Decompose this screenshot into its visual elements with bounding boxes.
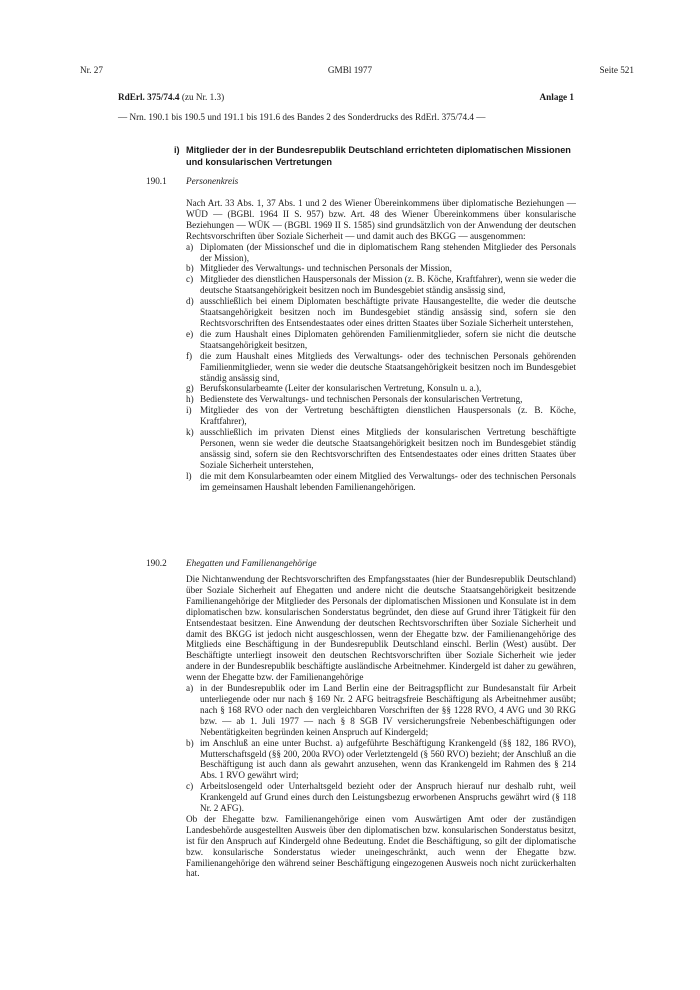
list-item-marker: d) [186, 296, 194, 307]
list-item [186, 351, 576, 384]
issue-number: Nr. 27 [80, 65, 103, 75]
list-item-text: Berufskonsularbeamte (Leiter der konsularischen Vertretung, Konsuln u. a.), [200, 383, 482, 394]
list-item-text: Mitglieder des Verwaltungs- und technischen Personals der Mission, [200, 263, 452, 274]
list-item-text: Diplomaten (der Missionschef und die in diplomatischem Rang stehenden Mitglieder des Personals der Mission), [200, 241, 576, 263]
item-list [186, 683, 576, 814]
list-item-text: Mitglieder des dienstlichen Hauspersonals der Mission (z. B. Köche, Kraftfahrer), wenn sie weder die deutsche Staatsangehörigkeit besitzen noch im Bundesgebiet ständig ansässig sind, [200, 274, 576, 296]
list-item [186, 329, 576, 351]
list-item-text: Arbeitslosengeld oder Unterhaltsgeld bezieht oder der Anspruch hierauf nur deshalb ruht, weil Krankengeld auf Grund eines durch den Leistungsbezug erworbenen Anspruchs gewährt wird (§ 118 Nr. 2 AFG). [200, 781, 576, 814]
list-item-marker: c) [186, 274, 194, 285]
decree-reference: RdErl. 375/74.4 [118, 92, 180, 102]
section-body [186, 574, 576, 879]
list-item-text: die mit dem Konsularbeamten oder einem Mitglied des Verwaltungs- oder des technischen Personals im gemeinsamen Haushalt lebenden Familienangehörigen. [200, 470, 576, 492]
list-item-marker: b) [186, 263, 194, 274]
list-item-text: Mitglieder des von der Vertretung beschäftigten dienstlichen Hauspersonals (z. B. Köche, Kraftfahrer), [200, 405, 576, 427]
list-item-marker: g) [186, 383, 194, 394]
list-item [186, 738, 576, 782]
attachment-label: Anlage 1 [539, 92, 574, 102]
list-item-marker: a) [186, 241, 194, 252]
list-item-text: ausschließlich im privaten Dienst eines Mitglieds der konsularischen Vertretung beschäftigte Personen, wenn sie weder die deutsche Staatsangehörigkeit besitzen noch im Bundesgebiet ständig ansässig sind, sofern sie den Rechtsvorschriften des Entsendestaates oder eines dritten Staates über Soziale Sicherheit unterstehen, [200, 427, 576, 470]
section-label: i) [174, 145, 180, 155]
reference-line [118, 91, 574, 103]
closing-paragraph: Ob der Ehegatte bzw. Familienangehörige einen vom Auswärtigen Amt oder der zuständigen Landesbehörde ausgestellten Ausweis über den diplomatischen bzw. konsularischen Sonderstatus besitzt, ist für den Anspruch auf Kindergeld ohne Bedeutung. Endet die Beschäftigung, so gilt der diplomatische bzw. konsularische Sonderstatus wieder uneingeschränkt, auch wenn der Ehegatte bzw. Familienangehörige den während seiner Beschäftigung eingezogenen Ausweis noch nicht zurückerhalten hat. [186, 813, 576, 879]
list-item-marker: a) [186, 683, 194, 694]
list-item-text: ausschließlich bei einem Diplomaten beschäftigte private Hausangestellte, die weder die deutsche Staatsangehörigkeit besitzen noch im Bundesgebiet ständig ansässig sind, sofern sie den Rechtsvorschriften des Entsendestaates oder eines dritten Staates über Soziale Sicherheit unterstehen, [200, 296, 576, 328]
section-heading [174, 145, 576, 168]
list-item-text: Bedienstete des Verwaltungs- und technischen Personals der konsularischen Vertretung, [200, 394, 523, 405]
list-item [186, 683, 576, 738]
gazette-title: GMBl 1977 [327, 65, 373, 75]
section-number: 190.1 [146, 176, 167, 186]
list-item-marker: c) [186, 781, 194, 792]
list-item [186, 427, 576, 471]
list-item [186, 781, 576, 814]
list-item-marker: e) [186, 328, 194, 339]
intro-paragraph: Nach Art. 33 Abs. 1, 37 Abs. 1 und 2 des Wiener Übereinkommens über diplomatische Beziehungen — WÜD — (BGBl. 1964 II S. 957) bzw. Art. 48 des Wiener Übereinkommens über konsularische Beziehungen — WÜK — (BGBl. 1969 II S. 1585) sind grundsätzlich von der Anwendung der deutschen Rechtsvorschriften über Soziale Sicherheit — und damit auch des BKGG — ausgenommen: [186, 198, 576, 241]
list-item-marker: k) [186, 427, 194, 438]
list-item-text: im Anschluß an eine unter Buchst. a) aufgeführte Beschäftigung Krankengeld (§§ 182, 186 RVO), Mutterschaftsgeld (§§ 200, 200a RVO) oder Verletztengeld (§ 560 RVO) bezieht; der Anschluß an die Beschäftigung ist auch dann als gewahrt anzusehen, wenn das Krankengeld im Rahmen des § 214 Abs. 1 RVO gewährt wird; [200, 737, 576, 781]
list-item [186, 471, 576, 493]
list-item-marker: h) [186, 394, 194, 405]
list-item [186, 263, 576, 274]
list-item-marker: i) [186, 405, 192, 416]
page-number: Seite 521 [599, 65, 634, 75]
list-item [186, 296, 576, 329]
list-item-marker: l) [186, 470, 192, 481]
list-item [186, 274, 576, 296]
list-item [186, 383, 576, 394]
numbers-line: — Nrn. 190.1 bis 190.5 und 191.1 bis 191.6 des Bandes 2 des Sonderdrucks des RdErl. 375/74.4 — [118, 112, 486, 122]
section-title: Personenkreis [186, 176, 239, 186]
item-list [186, 242, 576, 493]
list-item [186, 405, 576, 427]
list-item-text: die zum Haushalt eines Diplomaten gehörenden Familienmitglieder, sofern sie nicht die deutsche Staatsangehörigkeit besitzen, [200, 328, 576, 350]
intro-paragraph: Die Nichtanwendung der Rechtsvorschriften des Empfangsstaates (hier der Bundesrepublik Deutschland) über Soziale Sicherheit auf Ehegatten und andere nicht die deutsche Staatsangehörigkeit besitzende Familienangehörige der Mitglieder des Personals der diplomatischen Missionen und Konsulate ist in dem diplomatischen bzw. konsularischen Sonderstatus begründet, den diese auf Grund ihrer Tätigkeit für den Entsendestaat besitzen. Eine Anwendung der deutschen Rechtsvorschriften über Soziale Sicherheit und damit des BKGG ist jedoch nicht ausgeschlossen, wenn der Ehegatte bzw. der Familienangehörige des Mitglieds eine Beschäftigung in der Bundesrepublik Deutschland einschl. Berlin (West) ausübt. Der Beschäftigte unterliegt insoweit den deutschen Rechtsvorschriften über Soziale Sicherheit wie jeder andere in der Bundesrepublik beschäftigte ausländische Arbeitnehmer. Kindergeld ist daher zu gewähren, wenn der Ehegatte bzw. der Familienangehörige [186, 574, 576, 683]
list-item-marker: b) [186, 737, 194, 748]
list-item-text: die zum Haushalt eines Mitglieds des Verwaltungs- oder des technischen Personals gehörenden Familienmitglieder, wenn sie weder die deutsche Staatsangehörigkeit besitzen noch im Bundesgebiet ständig ansässig sind, [200, 350, 576, 383]
section-title: Ehegatten und Familienangehörige [186, 558, 317, 568]
section-number: 190.2 [146, 558, 167, 568]
list-item-text: in der Bundesrepublik oder im Land Berlin eine der Beitragspflicht zur Bundesanstalt für Arbeit unterliegende oder nur nach § 169 Nr. 2 AFG beitragsfreie Beschäftigung als Arbeitnehmer ausübt; nach § 168 RVO oder nach den vergleichbaren Vorschriften der §§ 1228 RVO, 4 AVG und 30 RKG bzw. — ab 1. Juli 1977 — nach § 8 SGB IV versicherungsfreie Nebenbeschäftigungen oder Nebentätigkeiten begründen keinen Anspruch auf Kindergeld; [200, 683, 576, 737]
list-item-marker: f) [186, 350, 193, 361]
list-item [186, 394, 576, 405]
list-item [186, 242, 576, 264]
section-body [186, 198, 576, 492]
decree-reference-suffix: (zu Nr. 1.3) [179, 92, 225, 102]
section-title: Mitglieder der in der Bundesrepublik Deutschland errichteten diplomatischen Missionen und konsularischen Vertretungen [186, 145, 571, 167]
